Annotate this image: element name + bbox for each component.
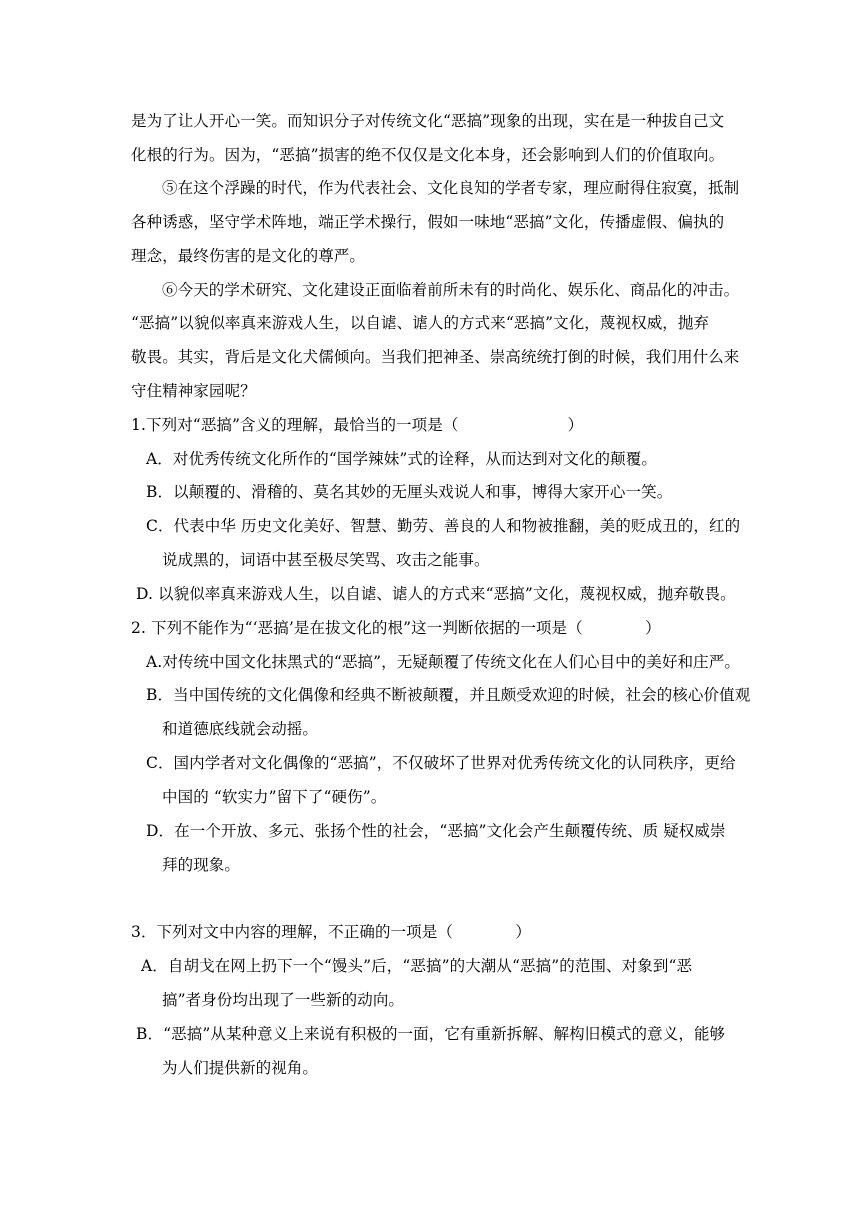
- passage-p6-line2: “恶搞”以貌似率真来游戏人生，以自谑、谑人的方式来“恶搞”文化，蔑视权威，抛弃: [131, 314, 710, 332]
- question-3-option-b-line2: 为人们提供新的视角。: [162, 1059, 319, 1077]
- question-2-option-c-line1: C．国内学者对文化偶像的“恶搞”，不仅破坏了世界对优秀传统文化的认同秩序，更给: [146, 754, 736, 772]
- question-2-stem: 2. 下列不能作为“‘恶搞’是在拔文化的根”这一判断依据的一项是（ ）: [131, 619, 661, 637]
- question-2-option-b-line2: 和道德底线就会动摇。: [162, 720, 319, 738]
- question-2-option-d-line2: 拜的现象。: [162, 856, 241, 874]
- passage-p4-line2: 化根的行为。因为，“恶搞”损害的绝不仅仅是文化本身，还会影响到人们的价值取向。: [131, 146, 725, 164]
- question-2-option-b-line1: B．当中国传统的文化偶像和经典不断被颠覆，并且颇受欢迎的时候，社会的核心价值观: [146, 686, 751, 704]
- question-3-option-b-line1: B．“恶搞”从某种意义上来说有积极的一面，它有重新拆解、解构旧模式的意义，能够: [136, 1025, 726, 1043]
- question-1-option-a: A．对优秀传统文化所作的“国学辣妹”式的诠释，从而达到对文化的颠覆。: [146, 450, 657, 468]
- question-2-option-a: A.对传统中国文化抹黑式的“恶搞”，无疑颠覆了传统文化在人们心目中的美好和庄严。: [146, 653, 740, 671]
- passage-p5-line2: 各种诱惑，坚守学术阵地，端正学术操行，假如一味地“恶搞”文化，传播虚假、偏执的: [131, 213, 725, 231]
- question-1-option-b: B．以颠覆的、滑稽的、莫名其妙的无厘头戏说人和事，博得大家开心一笑。: [146, 483, 673, 501]
- question-1-option-d: D. 以貌似率真来游戏人生，以自谑、谑人的方式来“恶搞”文化，蔑视权威，抛弃敬畏。: [136, 585, 736, 603]
- question-1-option-c-line1: C．代表中华 历史文化美好、智慧、勤劳、善良的人和物被推翻，美的贬成丑的，红的: [146, 517, 741, 535]
- question-1-option-c-line2: 说成黑的，词语中甚至极尽笑骂、攻击之能事。: [162, 551, 490, 569]
- question-3-option-a-line2: 搞”者身份均出现了一些新的动向。: [162, 991, 405, 1009]
- question-3-option-a-line1: A．自胡戈在网上扔下一个“馒头”后，“恶搞”的大潮从“恶搞”的范围、对象到“恶: [141, 957, 693, 975]
- passage-p6-line3: 敬畏。其实，背后是文化犬儒倾向。当我们把神圣、崇高统统打倒的时候，我们用什么来: [131, 348, 740, 366]
- passage-p6-line4: 守住精神家园呢？: [131, 382, 256, 400]
- question-1-stem: 1.下列对“恶搞”含义的理解，最恰当的一项是（ ）: [131, 416, 584, 434]
- question-2-option-d-line1: D．在一个开放、多元、张扬个性的社会，“恶搞”文化会产生颠覆传统、质 疑权威崇: [146, 822, 726, 840]
- passage-p5-line1: ⑤在这个浮躁的时代，作为代表社会、文化良知的学者专家，理应耐得住寂寞，抵制: [162, 179, 740, 197]
- passage-p4-line1: 是为了让人开心一笑。而知识分子对传统文化“恶搞”现象的出现，实在是一种拔自己文: [131, 112, 725, 130]
- question-2-option-c-line2: 中国的 “软实力”留下了“硬伤”。: [162, 788, 387, 806]
- passage-p5-line3: 理念，最终伤害的是文化的尊严。: [131, 247, 366, 265]
- passage-p6-line1: ⑥今天的学术研究、文化建设正面临着前所未有的时尚化、娱乐化、商品化的冲击。: [162, 281, 740, 299]
- question-3-stem: 3．下列对文中内容的理解，不正确的一项是（ ）: [131, 923, 531, 941]
